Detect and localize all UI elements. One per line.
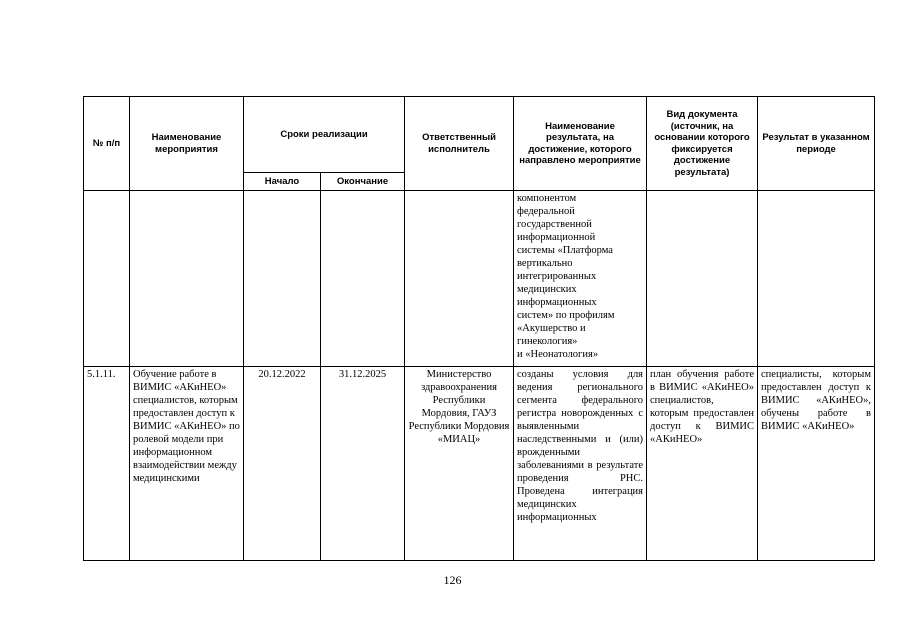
header-doc-type: Вид документа (источник, на основании которого фиксируется достижение результата) — [647, 97, 758, 191]
header-end: Окончание — [321, 173, 405, 191]
cell-doc: план обучения работе в ВИМИС «АКиНЕО» специалистов, которым предоставлен доступ к ВИМИС «АКиНЕО» — [647, 367, 758, 561]
plan-table — [83, 96, 875, 561]
page-number: 126 — [443, 573, 462, 587]
table-row — [84, 367, 875, 561]
cell-empty — [130, 191, 244, 367]
cell-num: 5.1.11. — [84, 367, 130, 561]
header-terms: Сроки реализации — [244, 97, 405, 173]
header-executor: Ответственный исполнитель — [405, 97, 514, 191]
cell-empty — [244, 191, 321, 367]
header-result-name: Наименование результата, на достижение, которого направлено мероприятие — [514, 97, 647, 191]
header-start: Начало — [244, 173, 321, 191]
cell-empty — [84, 191, 130, 367]
cell-start: 20.12.2022 — [244, 367, 321, 561]
cell-empty — [321, 191, 405, 367]
header-row — [84, 97, 875, 173]
cell-event: Обучение работе в ВИМИС «АКиНЕО» специалистов, которым предоставлен доступ к ВИМИС «АКиНЕО» по ролевой модели при информационном взаимодействии между медицинскими — [130, 367, 244, 561]
header-event: Наименование мероприятия — [130, 97, 244, 191]
cell-result: созданы условия для ведения регионального сегмента федерального регистра новорожденных с выявленными наследственными и (или) врожденными заболеваниями в результате проведения РНС. Проведена интеграция медицинских информационных — [514, 367, 647, 561]
cell-empty — [405, 191, 514, 367]
cell-empty — [758, 191, 875, 367]
cell-period-result: специалисты, которым предоставлен доступ к ВИМИС «АКиНЕО», обучены работе в ВИМИС «АКиНЕО» — [758, 367, 875, 561]
cell-result-continued: компонентом федеральной государственной информационной системы «Платформа вертикально интегрированных медицинских информационных систем» по профилям «Акушерство и гинекология» и «Неонатология» — [514, 191, 647, 367]
cell-executor: Министерство здравоохранения Республики Мордовия, ГАУЗ Республики Мордовия «МИАЦ» — [405, 367, 514, 561]
cell-end: 31.12.2025 — [321, 367, 405, 561]
cell-empty — [647, 191, 758, 367]
table-row-continued — [84, 191, 875, 367]
header-num: № п/п — [84, 97, 130, 191]
header-result-period: Результат в указанном периоде — [758, 97, 875, 191]
